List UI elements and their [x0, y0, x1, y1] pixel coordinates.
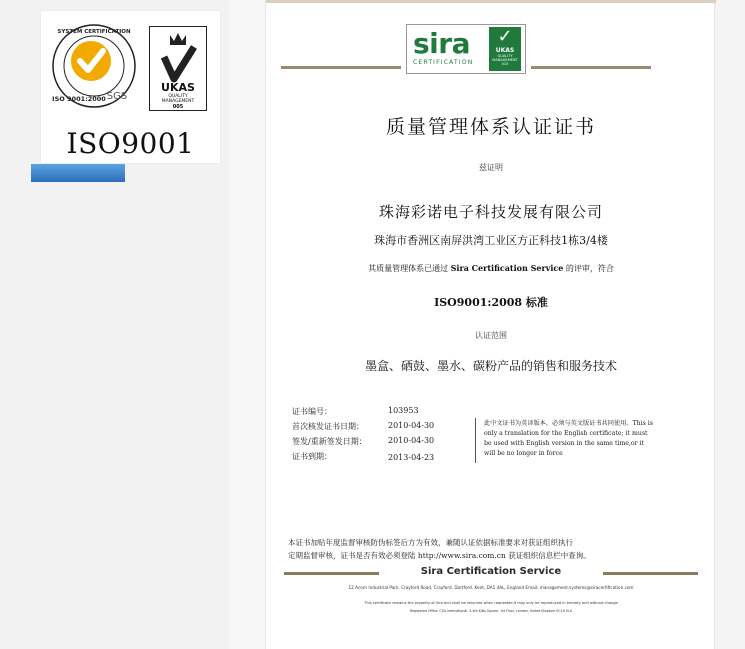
field-value: 103953	[388, 406, 419, 415]
company-name: 珠海彩诺电子科技发展有限公司	[378, 203, 603, 221]
scope-label: 认证范围	[475, 331, 507, 340]
ukas-mini-label: UKAS	[495, 47, 515, 54]
assessment-statement: 其质量管理体系已通过 Sira Certification Service 的评审，符合	[368, 263, 614, 273]
field-label: 首次核发证书日期：	[292, 422, 364, 431]
certificate-document	[265, 0, 715, 649]
gutter	[230, 0, 265, 649]
note-divider	[475, 418, 476, 463]
ukas-mini-sub: QUALITY MANAGEMENT	[492, 54, 518, 62]
top-divider	[266, 0, 716, 3]
footer-note-line2: 定期监督审核，证书是否有效必须登陆 http://www.sira.com.cn 获证组织信息栏中查询。	[288, 551, 591, 560]
standard: ISO9001:2008 标准	[434, 296, 548, 309]
svg-text:QUALITY: QUALITY	[168, 94, 188, 99]
field-label: 签发/重新签发日期：	[292, 437, 367, 446]
service-banner	[266, 566, 716, 580]
company-address: 珠海市香洲区南屏洪湾工业区方正科技1栋3/4楼	[374, 234, 608, 247]
footer-note-line1: 本证书加贴年度监督审核防伪标签后方为有效，兼随认证依据标准要求对获证组织执行	[288, 538, 573, 547]
svg-text:UKAS: UKAS	[161, 81, 195, 94]
logo-divider-left	[281, 66, 401, 69]
field-value: 2010-04-30	[388, 436, 435, 445]
certificate-title: 质量管理体系认证证书	[385, 116, 596, 138]
crown-check-icon	[150, 27, 206, 110]
logo-divider-right	[531, 66, 651, 69]
fine-print-2: Registered Office: CSA International, 3-4th Kitts Square, 1st Floor, London, United Kingdom EC1H 0LU	[409, 609, 573, 613]
svg-text:SGS: SGS	[106, 91, 128, 102]
field-value: 2010-04-30	[388, 421, 435, 430]
field-label: 证书到期：	[292, 452, 332, 461]
field-value: 2013-04-23	[388, 453, 435, 462]
iso9001-heading: ISO9001	[66, 127, 195, 160]
sira-logo-text: sira	[413, 27, 470, 60]
service-name: Sira Certification Service	[420, 566, 562, 577]
fine-print-1: This certificate remains the property of Sira and shall be returned when requested.It may only be reproduced in entirety and without change	[364, 601, 618, 605]
ukas-mini-badge	[489, 27, 521, 71]
sira-logo-subtitle: CERTIFICATION	[413, 59, 474, 66]
scope: 墨盒、硒鼓、墨水、碳粉产品的销售和服务技术	[364, 359, 617, 373]
check-icon: ✓	[497, 26, 513, 47]
svg-text:MANAGEMENT: MANAGEMENT	[161, 99, 195, 104]
english-address: 12 Acorn Industrial Park, Crayford Road, Crayford, Dartford, Kent, DA1 4AL, England Email: management.systems@siracertification.com	[348, 585, 634, 590]
field-label: 证书编号：	[292, 407, 332, 416]
right-margin	[715, 0, 745, 649]
hereby-text: 兹证明	[479, 163, 503, 172]
blue-tab	[31, 164, 125, 182]
ukas-mini-code: 015	[501, 62, 509, 66]
translation-note: 此中文证书为英译版本，必须与英文版证书共同使用。This is only a translation for the English certificate; it must be used with English version in the same time,or it will be no longer in force	[484, 420, 653, 457]
ukas-badge	[149, 26, 207, 111]
svg-text:005: 005	[172, 104, 184, 110]
certification-logo-card	[41, 11, 220, 163]
sgs-iso-badge-icon	[51, 23, 137, 109]
svg-text:ISO 9001:2000: ISO 9001:2000	[52, 95, 106, 103]
svg-text:SYSTEM CERTIFICATION: SYSTEM CERTIFICATION	[57, 29, 131, 35]
sira-logo	[406, 24, 526, 74]
